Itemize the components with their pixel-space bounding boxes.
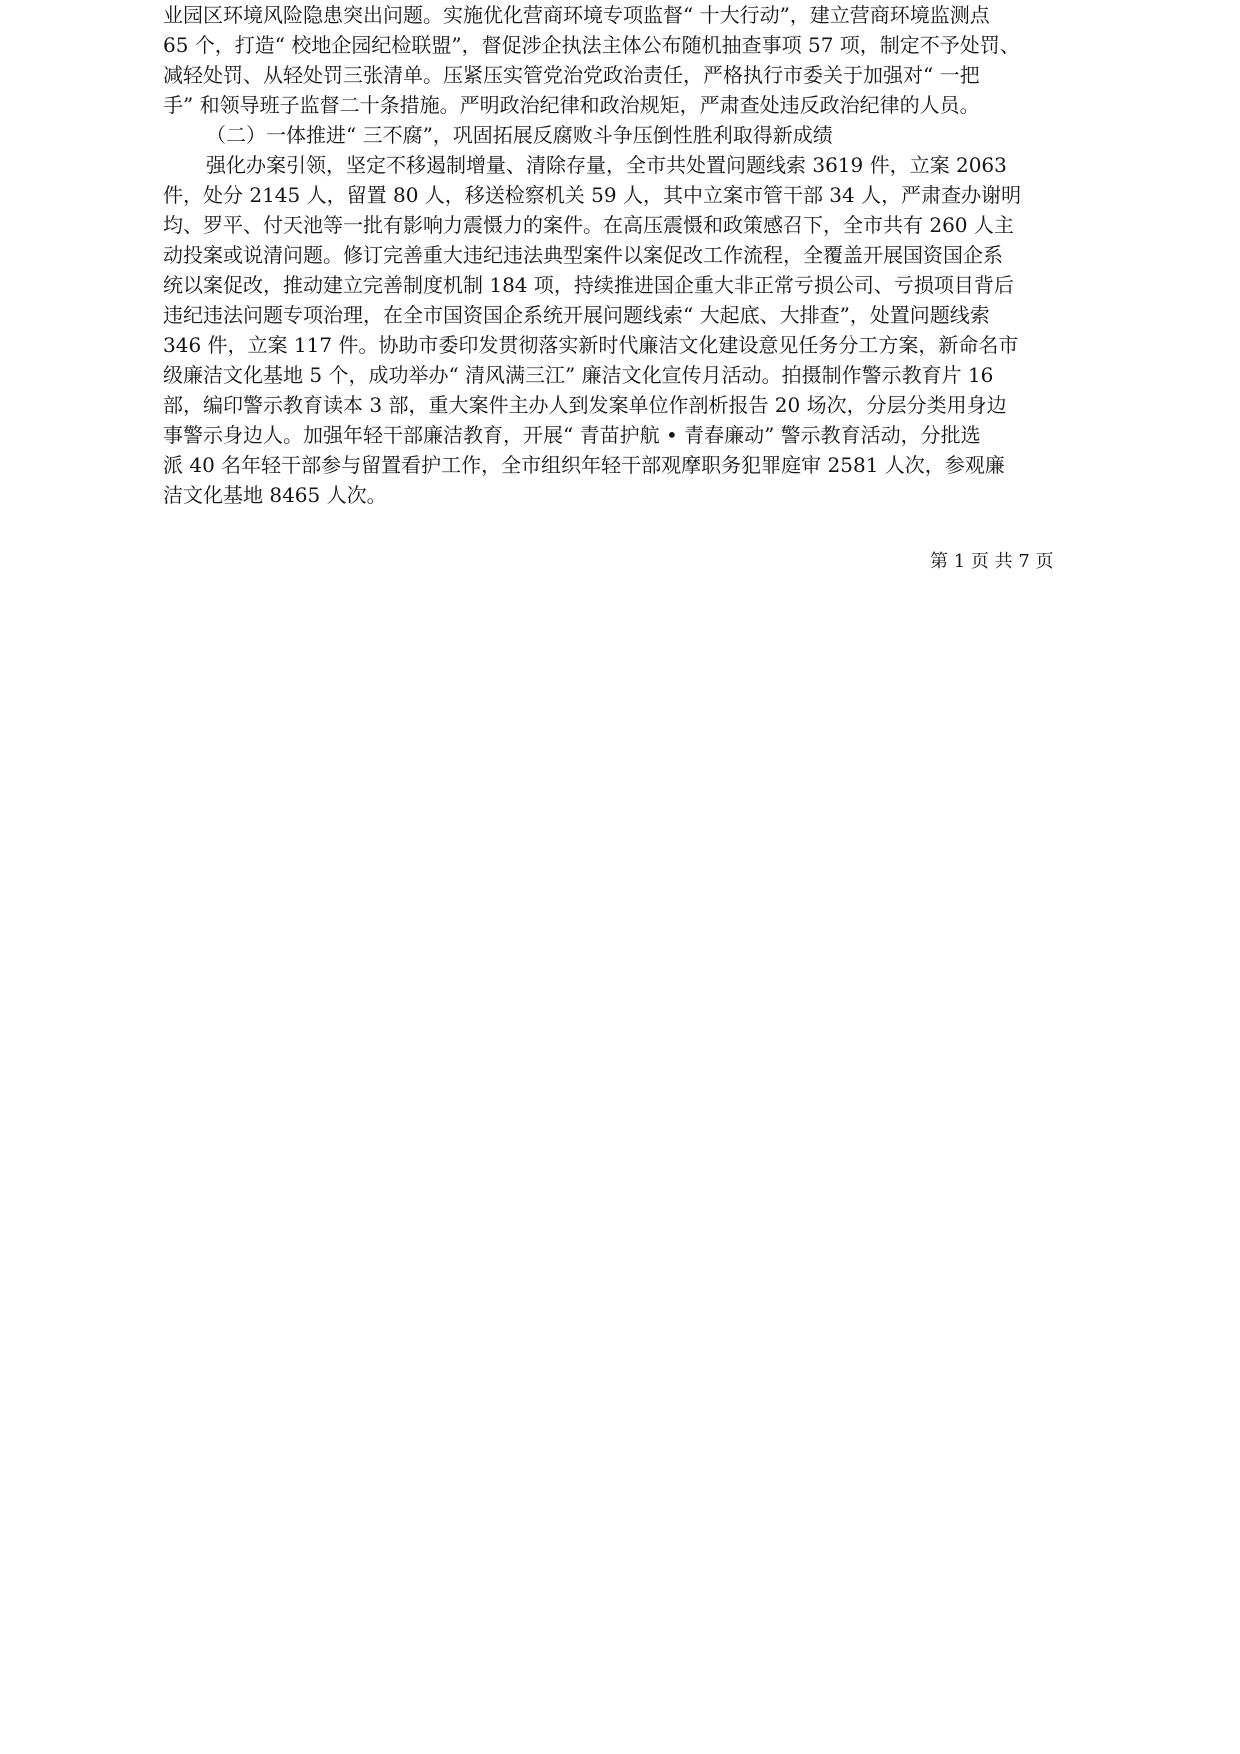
text-line: 动投案或说清问题。修订完善重大违纪违法典型案件以案促改工作流程，全覆盖开展国资国企系: [163, 243, 1003, 267]
section-heading: （二）一体推进“ 三不腐”，巩固拓展反腐败斗争压倒性胜利取得新成绩: [206, 123, 833, 147]
text-line: 违纪违法问题专项治理，在全市国资国企系统开展问题线索“ 大起底、大排查”，处置问题线索: [163, 303, 990, 327]
body-text: [163, 0, 1088, 510]
text-line: 级廉洁文化基地 5 个，成功举办“ 清风满三江” 廉洁文化宣传月活动。拍摄制作警示教育片 16: [163, 363, 994, 387]
text-line: 346 件，立案 117 件。协助市委印发贯彻落实新时代廉洁文化建设意见任务分工方案，新命名市: [163, 333, 1019, 357]
text-line: 手” 和领导班子监督二十条措施。严明政治纪律和政治规矩，严肃查处违反政治纪律的人员。: [163, 93, 980, 117]
text-line: 减轻处罚、从轻处罚三张清单。压紧压实管党治党政治责任，严格执行市委关于加强对“ 一把: [163, 63, 980, 87]
page-number: 第 1 页 共 7 页: [930, 551, 1054, 572]
text-line: 件，处分 2145 人，留置 80 人，移送检察机关 59 人，其中立案市管干部 34 人，严肃查办谢明: [163, 183, 1022, 207]
text-line: 65 个，打造“ 校地企园纪检联盟”，督促涉企执法主体公布随机抽查事项 57 项，制定不予处罚、: [163, 33, 1020, 57]
paragraph-first-line: 强化办案引领，坚定不移遏制增量、清除存量，全市共处置问题线索 3619 件，立案 2063: [206, 153, 1007, 177]
text-line: 派 40 名年轻干部参与留置看护工作，全市组织年轻干部观摩职务犯罪庭审 2581 人次，参观廉: [163, 453, 1005, 477]
text-line: 洁文化基地 8465 人次。: [163, 483, 387, 507]
text-line: 均、罗平、付天池等一批有影响力震慑力的案件。在高压震慑和政策感召下，全市共有 260 人主: [163, 213, 1014, 237]
text-line: 部，编印警示教育读本 3 部，重大案件主办人到发案单位作剖析报告 20 场次，分层分类用身边: [163, 393, 1007, 417]
text-line: 统以案促改，推动建立完善制度机制 184 项，持续推进国企重大非正常亏损公司、亏损项目背后: [163, 273, 1014, 297]
text-line: 事警示身边人。加强年轻干部廉洁教育，开展“ 青苗护航 • 青春廉动” 警示教育活动，分批选: [163, 423, 981, 447]
text-line: 业园区环境风险隐患突出问题。实施优化营商环境专项监督“ 十大行动”，建立营商环境监测点: [163, 3, 990, 27]
